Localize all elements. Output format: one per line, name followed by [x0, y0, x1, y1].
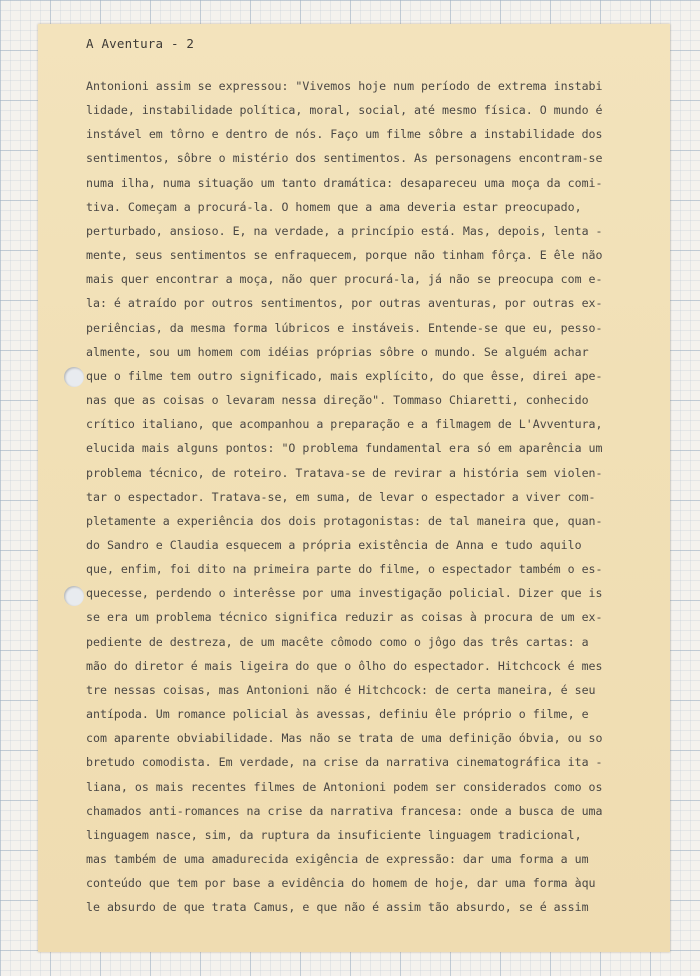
text-line: pletamente a experiência dos dois protagonistas: de tal maneira que, quan-	[86, 513, 603, 528]
text-line: mente, seus sentimentos se enfraquecem, porque não tinham fôrça. E êle não	[86, 248, 603, 263]
text-line: perturbado, ansioso. E, na verdade, a princípio está. Mas, depois, lenta -	[86, 223, 603, 238]
text-line: linguagem nasce, sim, da ruptura da insuficiente linguagem tradicional,	[86, 827, 582, 842]
punch-hole-upper	[64, 367, 84, 387]
text-line: le absurdo de que trata Camus, e que não é assim tão absurdo, se é assim	[86, 900, 589, 915]
text-line: Antonioni assim se expressou: "Vivemos hoje num período de extrema instabi	[86, 79, 603, 93]
text-line: periências, da mesma forma lúbricos e instáveis. Entende-se que eu, pesso-	[86, 320, 603, 335]
text-line: tar o espectador. Tratava-se, em suma, de levar o espectador a viver com-	[86, 489, 596, 504]
page-heading: A Aventura - 2	[86, 36, 195, 51]
text-line: la: é atraído por outros sentimentos, por outras aventuras, por outras ex-	[86, 296, 603, 311]
text-line: conteúdo que tem por base a evidência do homem de hoje, dar uma forma àqu	[86, 876, 596, 891]
text-line: problema técnico, de roteiro. Tratava-se de revirar a história sem violen-	[86, 465, 603, 480]
text-line: do Sandro e Claudia esquecem a própria existência de Anna e tudo aquilo	[86, 537, 582, 552]
text-line: lidade, instabilidade política, moral, social, até mesmo física. O mundo é	[86, 103, 603, 118]
text-line: tre nessas coisas, mas Antonioni não é Hitchcock: de certa maneira, é seu	[86, 682, 596, 697]
text-line: se era um problema técnico significa reduzir as coisas à procura de um ex-	[86, 610, 603, 625]
text-line: mas também de uma amadurecida exigência de expressão: dar uma forma a um	[86, 852, 589, 866]
text-line: que, enfim, foi dito na primeira parte do filme, o espectador também o es-	[86, 562, 603, 577]
text-line: liana, os mais recentes filmes de Antonioni podem ser considerados como os	[86, 779, 603, 794]
punch-hole-lower	[64, 586, 84, 606]
text-line: quecesse, perdendo o interêsse por uma investigação policial. Dizer que is	[86, 586, 603, 601]
text-line: elucida mais alguns pontos: "O problema fundamental era só em aparência um	[86, 441, 603, 456]
text-line: crítico italiano, que acompanhou a preparação e a filmagem de L'Avventura,	[86, 417, 603, 432]
text-line: almente, sou um homem com idéias próprias sôbre o mundo. Se alguém achar	[86, 344, 589, 359]
text-line: mão do diretor é mais ligeira do que o ôlho do espectador. Hitchcock é mes	[86, 658, 603, 673]
text-line: sentimentos, sôbre o mistério dos sentimentos. As personagens encontram-se	[86, 151, 603, 166]
text-line: que o filme tem outro significado, mais explícito, do que êsse, direi ape-	[86, 368, 603, 383]
text-line: com aparente obviabilidade. Mas não se trata de uma definição óbvia, ou so	[86, 731, 603, 746]
page-body-text	[86, 74, 646, 919]
text-line: antípoda. Um romance policial às avessas, definiu êle próprio o filme, e	[86, 707, 589, 722]
text-line: nas que as coisas o levaram nessa direção". Tommaso Chiaretti, conhecido	[86, 393, 589, 408]
text-line: chamados anti-romances na crise da narrativa francesa: onde a busca de uma	[86, 803, 603, 818]
text-line: instável em tôrno e dentro de nós. Faço um filme sôbre a instabilidade dos	[86, 127, 603, 142]
text-line: numa ilha, numa situação um tanto dramática: desapareceu uma moça da comi-	[86, 175, 603, 190]
text-line: mais quer encontrar a moça, não quer procurá-la, já não se preocupa com e-	[86, 272, 603, 287]
typewritten-page	[38, 24, 670, 952]
text-line: bretudo comodista. Em verdade, na crise da narrativa cinematográfica ita -	[86, 755, 603, 770]
text-line: pediente de destreza, de um macête cômodo como o jôgo das três cartas: a	[86, 634, 589, 649]
text-line: tiva. Começam a procurá-la. O homem que a ama deveria estar preocupado,	[86, 199, 582, 214]
